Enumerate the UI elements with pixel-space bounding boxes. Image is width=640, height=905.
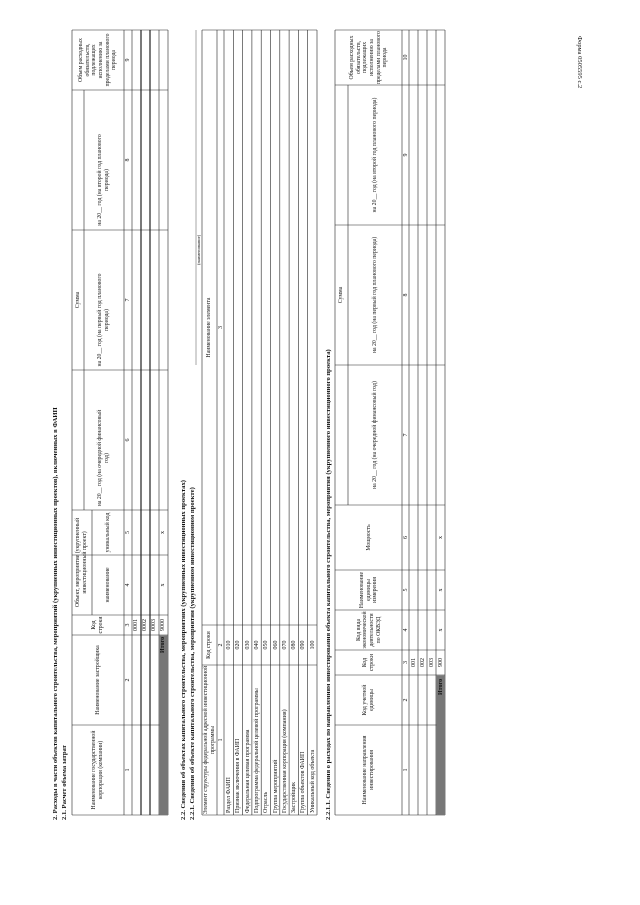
table-row-code: 100 [309,640,316,650]
t21-h-y1: на 20__ год (на очередной финансовый год) [97,409,110,507]
t2211-row-code: 002 [420,658,426,667]
t2211-row-code: 001 [411,658,417,667]
t2211-x-mark: x [438,536,444,539]
table-row-code: 010 [226,640,232,650]
table-row-label: Федеральная целевая программа [244,729,251,813]
t21-colnum: 9 [125,58,131,62]
t21-total-label: Итого [160,636,166,653]
table-row-label: Подпрограмма федеральной целевой программы [253,688,260,813]
t221-colnum: 3 [218,326,224,329]
t21-h-dev: Наименование застройщика [94,645,101,715]
table-row-label: Признак включения в ФАИП [235,738,242,813]
t2211-colnum: 6 [403,536,409,539]
table-row-code: 030 [244,640,251,650]
table-row-code: 060 [272,640,279,650]
t21-colnum: 4 [125,583,131,587]
table-row-label: Раздел ФАИП [226,777,232,813]
t2211-h-dir: Наименование направления инвестирования [362,735,375,805]
table-row-label: Застройщик [291,782,298,813]
t2211-x-mark: x [438,588,444,592]
table-row-label: Группа мероприятий [272,759,279,813]
t2211-h-okved: Код вида экономической деятельности по ОКВЭД [355,611,382,649]
t2211-h-y1: на 20__ год (на очередной финансовый год) [372,381,379,489]
t21-h-after: Объем расходных обязательств, подлежащих исполнению за пределами планового периода [78,33,118,87]
t2211-colnum: 1 [403,768,409,772]
t21-h-code: Код строки [91,616,104,634]
t2211-h-code: Код строки [362,654,375,671]
t21-x-mark: x [160,583,166,587]
section-2-2-1-1-title: 2.2.1.1. Сведения о расходах по направлениям инвестирования объекта капитального строительства, мероприятия (укрупненного инвестиционного проекта) [325,349,332,820]
t21-colnum: 6 [125,438,131,442]
section-2-title: 2. Расходы в части объектов капитального строительства, мероприятий (укрупненных инвестиционных проектов), включенных в ФАИП [52,407,59,820]
t221-h-element: Элемент структуры федеральной адресной инвестиционной программы [202,665,216,815]
t221-h-code: Код строки [206,631,213,659]
table-row-code: 070 [281,640,288,650]
t2211-h-after: Объем расходных обязательств, подлежащих исполнению за пределами планового периода [349,31,389,85]
t2211-x-mark: x [438,628,444,632]
hatched-cell [160,636,169,816]
table-row-code: 080 [291,640,298,650]
t2211-total-code: 900 [438,658,444,667]
t221-h-name: Наименование элемента [206,297,213,358]
table-row-label: Отрасль [263,791,270,813]
t21-row-code: 0003 [151,619,157,631]
t21-x-mark: x [160,531,166,534]
t21-colnum: 2 [125,678,131,682]
t2211-row-code: 003 [429,658,435,667]
t21-row-code: 0002 [142,619,148,631]
t2211-h-power: Мощность [365,524,372,551]
t2211-h-y2: на 20__ год (на первый год планового периода) [372,236,379,354]
form-label: Форма 0505595 с.2 [576,36,583,89]
t21-colnum: 7 [125,298,131,302]
t21-h-y3: на 20__ год (на второй год планового периода) [97,134,110,226]
t2211-colnum: 7 [403,433,409,437]
table-row-code: 090 [300,640,307,650]
t2211-h-measure: Наименование единицы измерения [359,571,379,609]
t2211-colnum: 5 [403,588,409,592]
t21-h-corp: Наименование государственной корпорации (компании) [91,730,104,810]
section-2-1-title: 2.1. Расчет объема затрат [61,745,68,820]
t21-h-y2: на 20__ год (на первый год планового периода) [97,273,110,367]
t2211-h-unit: Код учетной единицы [362,684,375,716]
t2211-colnum: 8 [403,293,409,297]
t21-h-name: наименование [104,567,111,603]
t2211-h-sum: Сумма [338,286,345,304]
table-row-code: 020 [235,640,242,650]
t2211-colnum: 4 [403,628,409,632]
t21-row-code: 0001 [133,619,139,631]
table-row-label: Уникальный код объекта [309,749,316,813]
t21-total-code: 9000 [160,619,166,631]
t21-h-obj: Объект, мероприятие (укрупненный инвестиционный проект) [75,517,88,608]
t21-h-uid: уникальный код [104,512,111,553]
name-caption: (наименование) [196,234,201,265]
t2211-colnum: 2 [403,698,409,702]
t221-colnum: 1 [218,738,224,742]
table-row-label: Государственная корпорация (компания) [281,709,288,813]
section-2-2-title: 2.2. Сведения об объектах капитального строительства, мероприятиях (укрупненных инвестиционных проектах) [180,480,187,820]
t21-colnum: 1 [125,768,131,772]
table-row-code: 050 [263,640,270,650]
hatched-cell [437,676,446,816]
t21-h-sum: Сумма [74,291,81,309]
t221-colnum: 2 [218,643,224,647]
t21-colnum: 5 [125,531,131,534]
t21-colnum: 3 [125,623,131,627]
t2211-colnum: 3 [403,661,409,664]
t2211-colnum: 10 [403,54,409,61]
t21-colnum: 8 [125,158,131,162]
table-row-code: 040 [253,640,260,650]
section-2-2-1-title: 2.2.1. Сведения об объекте капитального строительства, мероприятии (укрупненном инвестиционном проекте) [189,487,196,820]
table-row-label: Группа объектов ФАИП [300,751,307,813]
t2211-total-label: Итого [438,678,444,695]
t2211-h-y3: на 20__ год (на второй год планового периода) [372,97,379,213]
t2211-colnum: 9 [403,153,409,157]
